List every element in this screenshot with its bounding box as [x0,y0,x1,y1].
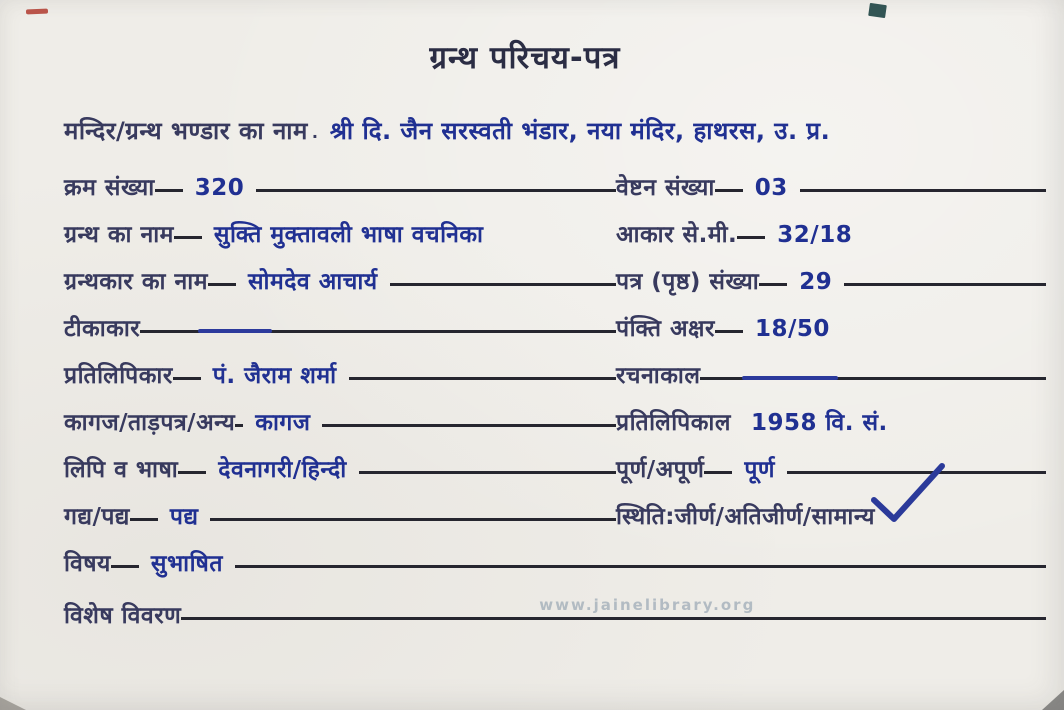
field-row [64,201,1046,248]
cell-author-name [64,248,616,295]
cell-serial-number [64,154,616,201]
field-row [64,436,1046,483]
ink-mark [742,376,838,380]
rule-line [715,189,743,192]
field-row [64,154,1046,201]
field-label-size-cm: आकार से.मी. [616,221,738,248]
field-value-prose-verse: पद्य [169,503,199,530]
rule-line [130,518,158,521]
separator-dot: · [311,127,318,146]
field-label-scribe: प्रतिलिपिकार [64,362,173,389]
field-label-special-details: विशेष विवरण [64,602,182,629]
cell-material [64,389,616,436]
field-row [64,295,1046,342]
cell-scribe [64,342,616,389]
field-value-page-count: 29 [799,268,833,295]
field-row [64,577,1046,629]
field-row [64,342,1046,389]
cell-copy-date [616,389,1046,436]
scan-artifact-corner [0,697,26,710]
field-label-commentator: टीकाकार [64,315,141,342]
field-row [64,483,1046,530]
field-value-repository: श्री दि. जैन सरस्वती भंडार, नया मंदिर, हाथरस, उ. प्र. [329,117,831,146]
field-value-script-language: देवनागरी/हिन्दी [218,456,347,483]
field-value-author-name: सोमदेव आचार्य [247,268,378,295]
scan-artifact-corner [1042,690,1064,710]
field-row [64,389,1046,436]
field-value-lines-letters: 18/50 [754,315,830,342]
page-title: ग्रन्थ परिचय-पत्र [429,40,621,76]
field-label-author-name: ग्रन्थकार का नाम [64,268,208,295]
cell-page-count [616,248,1046,295]
field-row [64,530,1046,577]
cell-composition-date [616,342,1046,389]
field-row [64,248,1046,295]
field-value-copy-date: 1958 वि. सं. [750,409,888,436]
field-label-page-count: पत्र (पृष्ठ) संख्या [616,268,760,295]
scan-artifact-teal-mark [868,3,887,18]
field-label-condition: स्थिति:जीर्ण/अतिजीर्ण/सामान्य [616,503,875,530]
rule-line [800,189,1046,192]
rule-line [155,189,183,192]
cell-completeness [616,436,1046,483]
repository-row [64,88,1046,154]
rule-line [178,471,206,474]
rule-line [181,596,1046,620]
scan-artifact-red-mark [26,9,48,15]
rule-line [759,283,787,286]
cell-lines-letters [616,295,1046,342]
field-label-composition-date: रचनाकाल [616,362,701,389]
cell-book-name [64,201,616,248]
rule-line [359,471,616,474]
watermark: www.jainelibrary.org [539,596,756,614]
rule-line [235,424,243,427]
field-label-serial-number: क्रम संख्या [64,174,155,201]
rule-line [208,283,236,286]
field-value-serial-number: 320 [194,174,245,201]
field-value-completeness: पूर्ण [744,456,776,483]
field-label-subject: विषय [64,550,111,577]
field-value-book-name: सुक्ति मुक्तावली भाषा वचनिका [213,221,484,248]
cell-commentator [64,295,616,342]
cell-bundle-number [616,154,1046,201]
field-label-material: कागज/ताड़पत्र/अन्य [64,409,236,436]
rule-line [173,377,201,380]
field-label-copy-date: प्रतिलिपिकाल [616,409,731,436]
field-value-size-cm: 32/18 [777,221,853,248]
rule-line [256,189,616,192]
field-label-repository: मन्दिर/ग्रन्थ भण्डार का नाम [64,117,308,146]
field-label-lines-letters: पंक्ति अक्षर [616,315,715,342]
rule-line [235,565,1046,568]
rule-line [349,377,616,380]
rule-line [390,283,616,286]
cell-script-language [64,436,616,483]
field-value-bundle-number: 03 [754,174,788,201]
field-label-book-name: ग्रन्थ का नाम [64,221,174,248]
rule-line [210,518,616,521]
rule-line [844,283,1046,286]
field-label-script-language: लिपि व भाषा [64,456,179,483]
field-label-completeness: पूर्ण/अपूर्ण [616,456,705,483]
field-value-material: कागज [255,409,311,436]
field-label-prose-verse: गद्य/पद्य [64,503,130,530]
cell-condition [616,483,1046,530]
rule-line [737,236,765,239]
ink-mark [198,329,272,333]
field-label-bundle-number: वेष्टन संख्या [616,174,715,201]
cell-size-cm [616,201,1046,248]
rule-line [111,565,139,568]
field-value-scribe: पं. जैराम शर्मा [212,362,337,389]
cell-special-details [64,577,1046,629]
rule-line [704,471,732,474]
cell-subject [64,530,1046,577]
cell-prose-verse [64,483,616,530]
rule-line [140,330,616,333]
rule-line [715,330,743,333]
field-value-subject: सुभाषित [150,550,223,577]
rule-line [787,471,1046,474]
rule-line [700,377,1046,380]
rule-line [322,424,616,427]
rule-line [174,236,202,239]
